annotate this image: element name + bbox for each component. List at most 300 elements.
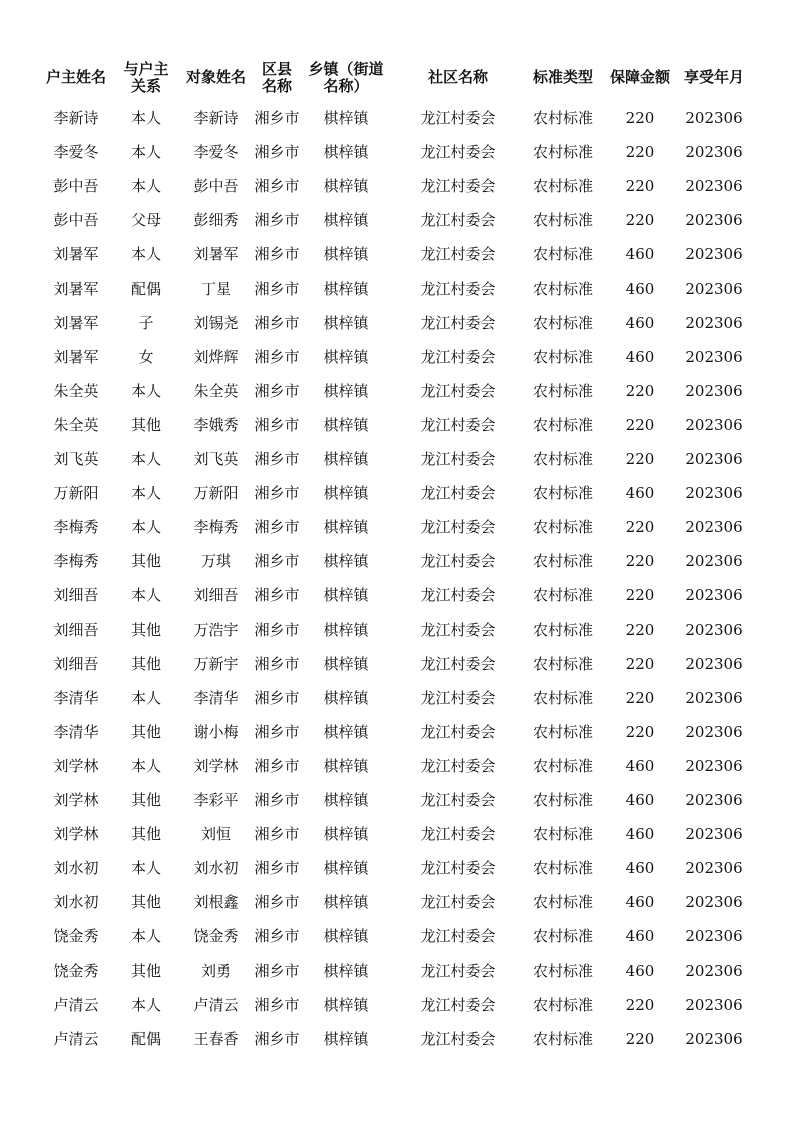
cell-relation: 本人 (130, 450, 161, 468)
cell-town: 棋梓镇 (323, 381, 369, 400)
cell-period: 202306 (685, 859, 743, 878)
cell-community: 龙江村委会 (420, 484, 496, 503)
cell-beneficiary-name: 王春香 (193, 1029, 239, 1048)
cell-householder-name: 彭中吾 (53, 177, 99, 196)
cell-relation: 女 (138, 347, 154, 366)
cell-relation: 配偶 (130, 1029, 161, 1048)
cell-community: 龙江村委会 (420, 381, 496, 400)
cell-beneficiary-name: 刘根鑫 (193, 893, 239, 912)
cell-town: 棋梓镇 (323, 859, 369, 878)
table-row (0, 442, 793, 476)
cell-standard-type: 农村标准 (532, 1029, 593, 1048)
cell-town: 棋梓镇 (323, 893, 369, 912)
cell-standard-type: 农村标准 (532, 756, 593, 775)
cell-town: 棋梓镇 (323, 143, 369, 162)
cell-town: 棋梓镇 (323, 995, 369, 1014)
cell-amount: 220 (625, 722, 655, 741)
cell-county: 湘乡市 (254, 415, 300, 434)
cell-community: 龙江村委会 (420, 859, 496, 878)
cell-town: 棋梓镇 (323, 177, 369, 196)
cell-town: 棋梓镇 (323, 756, 369, 775)
cell-amount: 220 (625, 381, 655, 400)
cell-householder-name: 刘学林 (53, 825, 99, 844)
cell-amount: 460 (625, 825, 655, 844)
cell-community: 龙江村委会 (420, 415, 496, 434)
cell-standard-type: 农村标准 (532, 995, 593, 1014)
cell-community: 龙江村委会 (420, 722, 496, 741)
cell-relation: 本人 (130, 756, 161, 775)
cell-relation: 本人 (130, 245, 161, 264)
cell-householder-name: 刘飞英 (53, 450, 99, 468)
cell-town: 棋梓镇 (323, 313, 369, 332)
header-text: 户主姓名 (45, 68, 106, 86)
cell-relation: 其他 (130, 620, 161, 639)
cell-amount: 220 (625, 995, 655, 1014)
cell-householder-name: 刘暑军 (53, 245, 99, 264)
cell-beneficiary-name: 刘暑军 (193, 245, 239, 264)
table-row (0, 272, 793, 306)
header-relation (118, 61, 174, 95)
cell-county: 湘乡市 (254, 211, 300, 230)
cell-householder-name: 李清华 (53, 722, 99, 741)
cell-standard-type: 农村标准 (532, 552, 593, 571)
cell-householder-name: 刘暑军 (53, 279, 99, 298)
cell-county: 湘乡市 (254, 1029, 300, 1048)
table-row (0, 237, 793, 271)
cell-community: 龙江村委会 (420, 1029, 496, 1048)
cell-period: 202306 (685, 552, 743, 571)
cell-householder-name: 刘水初 (53, 893, 99, 912)
table-row (0, 715, 793, 749)
cell-amount: 460 (625, 961, 655, 980)
cell-county: 湘乡市 (254, 177, 300, 196)
cell-town: 棋梓镇 (323, 347, 369, 366)
cell-beneficiary-name: 刘勇 (200, 961, 231, 980)
cell-standard-type: 农村标准 (532, 177, 593, 196)
cell-town: 棋梓镇 (323, 927, 369, 946)
cell-community: 龙江村委会 (420, 518, 496, 537)
cell-amount: 460 (625, 347, 655, 366)
cell-community: 龙江村委会 (420, 552, 496, 571)
cell-householder-name: 卢清云 (53, 1029, 99, 1048)
cell-beneficiary-name: 万琪 (200, 552, 231, 571)
cell-county: 湘乡市 (254, 859, 300, 878)
table-row (0, 919, 793, 953)
cell-amount: 220 (625, 143, 655, 162)
header-text: 对象姓名 (185, 68, 246, 86)
cell-relation: 其他 (130, 791, 161, 809)
cell-town: 棋梓镇 (323, 722, 369, 741)
cell-relation: 其他 (130, 722, 161, 741)
cell-town: 棋梓镇 (323, 279, 369, 298)
cell-standard-type: 农村标准 (532, 688, 593, 707)
cell-county: 湘乡市 (254, 518, 300, 537)
cell-period: 202306 (685, 688, 743, 707)
cell-relation: 其他 (130, 415, 161, 434)
table-row (0, 408, 793, 442)
cell-beneficiary-name: 彭中吾 (193, 177, 239, 196)
cell-town: 棋梓镇 (323, 961, 369, 980)
cell-householder-name: 李爱冬 (53, 143, 99, 162)
cell-relation: 其他 (130, 552, 161, 571)
cell-relation: 本人 (130, 518, 161, 537)
cell-community: 龙江村委会 (420, 143, 496, 162)
cell-amount: 220 (625, 586, 655, 605)
cell-amount: 460 (625, 484, 655, 503)
cell-county: 湘乡市 (254, 927, 300, 946)
table-row (0, 783, 793, 817)
cell-relation: 其他 (130, 654, 161, 673)
cell-town: 棋梓镇 (323, 415, 369, 434)
cell-relation: 本人 (130, 688, 161, 707)
cell-period: 202306 (685, 791, 743, 809)
cell-community: 龙江村委会 (420, 586, 496, 605)
cell-amount: 220 (625, 518, 655, 537)
cell-householder-name: 卢清云 (53, 995, 99, 1014)
header-amount (604, 69, 676, 86)
cell-standard-type: 农村标准 (532, 279, 593, 298)
cell-relation: 本人 (130, 927, 161, 946)
cell-period: 202306 (685, 177, 743, 196)
cell-standard-type: 农村标准 (532, 927, 593, 946)
header-county (248, 61, 306, 95)
cell-town: 棋梓镇 (323, 518, 369, 537)
cell-town: 棋梓镇 (323, 109, 369, 127)
cell-standard-type: 农村标准 (532, 381, 593, 400)
cell-beneficiary-name: 卢清云 (193, 995, 239, 1014)
table-row (0, 1022, 793, 1056)
table-row (0, 681, 793, 715)
cell-householder-name: 李清华 (53, 688, 99, 707)
cell-amount: 220 (625, 450, 655, 468)
cell-householder-name: 刘学林 (53, 756, 99, 775)
cell-town: 棋梓镇 (323, 688, 369, 707)
cell-beneficiary-name: 朱全英 (193, 381, 239, 400)
cell-community: 龙江村委会 (420, 995, 496, 1014)
cell-standard-type: 农村标准 (532, 961, 593, 980)
cell-county: 湘乡市 (254, 109, 300, 127)
cell-householder-name: 刘细吾 (53, 586, 99, 605)
cell-county: 湘乡市 (254, 313, 300, 332)
cell-county: 湘乡市 (254, 961, 300, 980)
cell-beneficiary-name: 刘锡尧 (193, 313, 239, 332)
cell-period: 202306 (685, 586, 743, 605)
cell-relation: 本人 (130, 586, 161, 605)
cell-standard-type: 农村标准 (532, 893, 593, 912)
table-row (0, 817, 793, 851)
cell-householder-name: 李梅秀 (53, 518, 99, 537)
cell-amount: 460 (625, 756, 655, 775)
header-text: 享受年月 (683, 68, 744, 86)
cell-relation: 本人 (130, 143, 161, 162)
cell-householder-name: 朱全英 (53, 381, 99, 400)
cell-community: 龙江村委会 (420, 825, 496, 844)
cell-period: 202306 (685, 620, 743, 639)
cell-beneficiary-name: 刘恒 (200, 825, 231, 844)
cell-standard-type: 农村标准 (532, 791, 593, 809)
table-row (0, 851, 793, 885)
cell-period: 202306 (685, 722, 743, 741)
cell-householder-name: 刘细吾 (53, 620, 99, 639)
header-town (306, 61, 386, 95)
cell-community: 龙江村委会 (420, 893, 496, 912)
cell-period: 202306 (685, 381, 743, 400)
cell-community: 龙江村委会 (420, 313, 496, 332)
cell-town: 棋梓镇 (323, 211, 369, 230)
cell-relation: 本人 (130, 177, 161, 196)
cell-county: 湘乡市 (254, 143, 300, 162)
cell-community: 龙江村委会 (420, 279, 496, 298)
cell-standard-type: 农村标准 (532, 654, 593, 673)
cell-period: 202306 (685, 450, 743, 468)
cell-relation: 本人 (130, 381, 161, 400)
table-row (0, 135, 793, 169)
cell-beneficiary-name: 李娥秀 (193, 415, 239, 434)
cell-community: 龙江村委会 (420, 245, 496, 264)
cell-householder-name: 饶金秀 (53, 927, 99, 946)
cell-county: 湘乡市 (254, 995, 300, 1014)
cell-town: 棋梓镇 (323, 552, 369, 571)
cell-community: 龙江村委会 (420, 620, 496, 639)
cell-standard-type: 农村标准 (532, 620, 593, 639)
cell-amount: 220 (625, 620, 655, 639)
table-row (0, 374, 793, 408)
cell-beneficiary-name: 刘细吾 (193, 586, 239, 605)
cell-county: 湘乡市 (254, 552, 300, 571)
cell-standard-type: 农村标准 (532, 484, 593, 503)
cell-amount: 460 (625, 893, 655, 912)
cell-period: 202306 (685, 279, 743, 298)
cell-standard-type: 农村标准 (532, 586, 593, 605)
cell-county: 湘乡市 (254, 381, 300, 400)
table-row (0, 885, 793, 919)
cell-standard-type: 农村标准 (532, 450, 593, 468)
cell-county: 湘乡市 (254, 722, 300, 741)
cell-amount: 220 (625, 177, 655, 196)
cell-community: 龙江村委会 (420, 211, 496, 230)
cell-town: 棋梓镇 (323, 1029, 369, 1048)
cell-beneficiary-name: 万新宇 (193, 654, 239, 673)
cell-community: 龙江村委会 (420, 654, 496, 673)
cell-standard-type: 农村标准 (532, 109, 593, 127)
cell-beneficiary-name: 刘水初 (193, 859, 239, 878)
header-text: 关系 (130, 77, 161, 95)
table-row (0, 169, 793, 203)
cell-community: 龙江村委会 (420, 756, 496, 775)
cell-standard-type: 农村标准 (532, 143, 593, 162)
table-row (0, 306, 793, 340)
cell-householder-name: 刘学林 (53, 791, 99, 809)
cell-relation: 本人 (130, 484, 161, 503)
cell-beneficiary-name: 李清华 (193, 688, 239, 707)
cell-relation: 配偶 (130, 279, 161, 298)
cell-town: 棋梓镇 (323, 450, 369, 468)
cell-amount: 460 (625, 313, 655, 332)
cell-period: 202306 (685, 415, 743, 434)
cell-county: 湘乡市 (254, 688, 300, 707)
cell-standard-type: 农村标准 (532, 859, 593, 878)
cell-standard-type: 农村标准 (532, 415, 593, 434)
cell-town: 棋梓镇 (323, 620, 369, 639)
table-header (0, 0, 793, 100)
cell-period: 202306 (685, 927, 743, 946)
cell-community: 龙江村委会 (420, 791, 496, 809)
header-text: 乡镇（街道 (308, 60, 384, 78)
table-row (0, 476, 793, 510)
cell-county: 湘乡市 (254, 450, 300, 468)
header-text: 标准类型 (532, 68, 593, 86)
cell-householder-name: 朱全英 (53, 415, 99, 434)
cell-period: 202306 (685, 825, 743, 844)
cell-standard-type: 农村标准 (532, 313, 593, 332)
table-row (0, 749, 793, 783)
cell-period: 202306 (685, 109, 743, 127)
cell-amount: 460 (625, 927, 655, 946)
header-community (408, 69, 508, 86)
table-row (0, 988, 793, 1022)
cell-community: 龙江村委会 (420, 347, 496, 366)
cell-amount: 220 (625, 552, 655, 571)
cell-county: 湘乡市 (254, 484, 300, 503)
cell-period: 202306 (685, 1029, 743, 1048)
cell-householder-name: 饶金秀 (53, 961, 99, 980)
cell-standard-type: 农村标准 (532, 722, 593, 741)
cell-community: 龙江村委会 (420, 177, 496, 196)
cell-householder-name: 彭中吾 (53, 211, 99, 230)
table-row (0, 544, 793, 578)
header-beneficiary-name (180, 69, 252, 86)
cell-community: 龙江村委会 (420, 688, 496, 707)
cell-community: 龙江村委会 (420, 927, 496, 946)
cell-amount: 220 (625, 211, 655, 230)
cell-county: 湘乡市 (254, 825, 300, 844)
cell-county: 湘乡市 (254, 347, 300, 366)
cell-county: 湘乡市 (254, 620, 300, 639)
cell-period: 202306 (685, 211, 743, 230)
cell-relation: 本人 (130, 859, 161, 878)
cell-amount: 220 (625, 415, 655, 434)
cell-county: 湘乡市 (254, 279, 300, 298)
cell-beneficiary-name: 彭细秀 (193, 211, 239, 230)
cell-beneficiary-name: 丁星 (200, 279, 231, 298)
table-row (0, 101, 793, 135)
header-text: 与户主 (123, 60, 169, 78)
table-row (0, 954, 793, 988)
cell-period: 202306 (685, 245, 743, 264)
cell-amount: 460 (625, 279, 655, 298)
cell-amount: 220 (625, 109, 655, 127)
cell-town: 棋梓镇 (323, 245, 369, 264)
cell-period: 202306 (685, 143, 743, 162)
cell-standard-type: 农村标准 (532, 825, 593, 844)
cell-relation: 其他 (130, 825, 161, 844)
cell-county: 湘乡市 (254, 586, 300, 605)
table-row (0, 510, 793, 544)
cell-period: 202306 (685, 654, 743, 673)
cell-town: 棋梓镇 (323, 791, 369, 809)
header-text: 名称） (323, 77, 369, 95)
cell-town: 棋梓镇 (323, 654, 369, 673)
cell-period: 202306 (685, 484, 743, 503)
cell-period: 202306 (685, 313, 743, 332)
table-row (0, 647, 793, 681)
cell-beneficiary-name: 李爱冬 (193, 143, 239, 162)
header-text: 社区名称 (427, 68, 488, 86)
cell-amount: 460 (625, 245, 655, 264)
cell-standard-type: 农村标准 (532, 518, 593, 537)
header-text: 名称 (261, 77, 292, 95)
cell-community: 龙江村委会 (420, 109, 496, 127)
cell-beneficiary-name: 刘飞英 (193, 450, 239, 468)
header-standard-type (524, 69, 602, 86)
cell-amount: 460 (625, 791, 655, 809)
cell-beneficiary-name: 刘学林 (193, 756, 239, 775)
cell-relation: 子 (138, 313, 154, 332)
cell-town: 棋梓镇 (323, 586, 369, 605)
cell-householder-name: 刘暑军 (53, 313, 99, 332)
cell-householder-name: 刘暑军 (53, 347, 99, 366)
cell-period: 202306 (685, 893, 743, 912)
cell-county: 湘乡市 (254, 791, 300, 809)
cell-period: 202306 (685, 518, 743, 537)
cell-beneficiary-name: 万浩宇 (193, 620, 239, 639)
cell-beneficiary-name: 李彩平 (193, 791, 239, 809)
header-period (676, 69, 752, 86)
cell-town: 棋梓镇 (323, 825, 369, 844)
cell-householder-name: 刘水初 (53, 859, 99, 878)
cell-county: 湘乡市 (254, 756, 300, 775)
header-text: 区县 (261, 60, 292, 78)
cell-period: 202306 (685, 995, 743, 1014)
cell-standard-type: 农村标准 (532, 245, 593, 264)
table-row (0, 203, 793, 237)
cell-beneficiary-name: 万新阳 (193, 484, 239, 503)
table-row (0, 578, 793, 612)
header-householder-name (40, 69, 112, 86)
cell-community: 龙江村委会 (420, 961, 496, 980)
cell-period: 202306 (685, 756, 743, 775)
cell-period: 202306 (685, 347, 743, 366)
cell-beneficiary-name: 李梅秀 (193, 518, 239, 537)
cell-standard-type: 农村标准 (532, 211, 593, 230)
cell-beneficiary-name: 饶金秀 (193, 927, 239, 946)
cell-beneficiary-name: 谢小梅 (193, 722, 239, 741)
cell-town: 棋梓镇 (323, 484, 369, 503)
cell-relation: 其他 (130, 961, 161, 980)
cell-beneficiary-name: 李新诗 (193, 109, 239, 127)
cell-householder-name: 万新阳 (53, 484, 99, 503)
cell-relation: 父母 (130, 211, 161, 230)
cell-county: 湘乡市 (254, 245, 300, 264)
cell-householder-name: 刘细吾 (53, 654, 99, 673)
cell-relation: 其他 (130, 893, 161, 912)
cell-amount: 220 (625, 1029, 655, 1048)
header-text: 保障金额 (609, 68, 670, 86)
cell-period: 202306 (685, 961, 743, 980)
cell-relation: 本人 (130, 995, 161, 1014)
table-row (0, 613, 793, 647)
cell-relation: 本人 (130, 109, 161, 127)
cell-county: 湘乡市 (254, 654, 300, 673)
cell-amount: 220 (625, 654, 655, 673)
table-row (0, 340, 793, 374)
cell-standard-type: 农村标准 (532, 347, 593, 366)
cell-householder-name: 李新诗 (53, 109, 99, 127)
cell-amount: 460 (625, 859, 655, 878)
cell-householder-name: 李梅秀 (53, 552, 99, 571)
cell-amount: 220 (625, 688, 655, 707)
cell-beneficiary-name: 刘烨辉 (193, 347, 239, 366)
